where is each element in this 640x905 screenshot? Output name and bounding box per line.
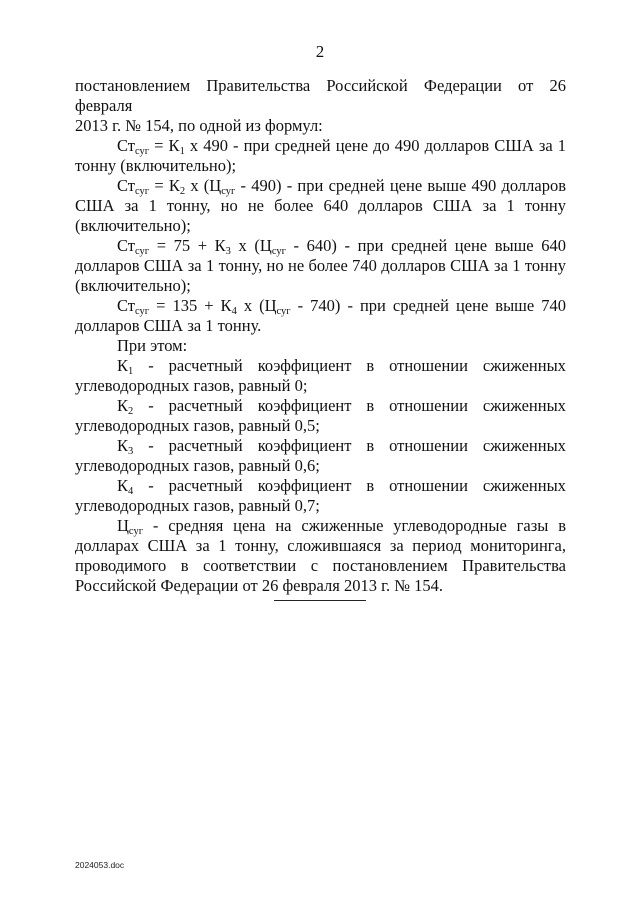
formula-condition: - 740) - при средней цене выше 740 долларов США за 1 тонну.	[75, 296, 566, 335]
formula-coefficient-subscript: 4	[231, 306, 237, 317]
coefficient-word: отношении	[389, 476, 468, 495]
coefficient-dash: -	[148, 476, 154, 495]
formula-coefficient-subscript: 3	[225, 246, 231, 257]
formula-1	[75, 136, 566, 176]
formula-price-subscript: суг	[271, 246, 286, 257]
formula-3	[75, 236, 566, 296]
coefficient-word: сжиженных	[482, 396, 566, 415]
formula-lhs-subscript: суг	[135, 306, 150, 317]
coefficient-word: в	[366, 476, 375, 495]
coefficient-word: коэффициент	[257, 356, 352, 375]
coefficient-1	[75, 356, 566, 396]
coefficient-continuation: углеводородных газов, равный 0,7;	[75, 496, 320, 515]
formula-price: х (Ц	[230, 236, 272, 255]
intro-line-2: 2013 г. № 154, по одной из формул:	[75, 116, 323, 135]
formula-price-subscript: суг	[221, 186, 236, 197]
formula-coefficient-subscript: 1	[179, 146, 185, 157]
price-definition	[75, 516, 566, 596]
formula-4	[75, 296, 566, 336]
formula-lhs-subscript: суг	[135, 186, 150, 197]
coefficient-continuation: углеводородных газов, равный 0,6;	[75, 456, 320, 475]
coefficient-word: сжиженных	[482, 356, 566, 375]
formula-coefficient: = К	[149, 136, 180, 155]
coefficient-word: в	[366, 356, 375, 375]
coefficient-word: коэффициент	[257, 396, 352, 415]
coefficient-dash: -	[148, 396, 154, 415]
page-number: 2	[315, 42, 325, 61]
formula-price-subscript: суг	[276, 306, 291, 317]
coefficient-word: расчетный	[168, 356, 243, 375]
coefficient-continuation: углеводородных газов, равный 0;	[75, 376, 308, 395]
coefficient-word: коэффициент	[257, 436, 352, 455]
coefficient-word: расчетный	[168, 396, 243, 415]
coefficient-symbol: $К_2$	[117, 396, 134, 417]
formula-lhs: Ст	[117, 236, 135, 255]
coefficient-word: в	[366, 396, 375, 415]
coefficient-symbol: $К_1$	[117, 356, 134, 377]
formula-lhs-subscript: суг	[135, 146, 150, 157]
coefficient-word: сжиженных	[482, 436, 566, 455]
document-code: 2024053.doc	[75, 860, 125, 870]
coefficient-word: расчетный	[168, 476, 243, 495]
formula-condition: х 490 - при средней цене до 490 долларов США за 1 тонну (включительно);	[75, 136, 567, 175]
formula-lhs: Ст	[117, 296, 135, 315]
formula-lhs: Ст	[117, 176, 135, 195]
formula-coefficient-subscript: 2	[179, 186, 186, 197]
coefficient-word: в	[366, 436, 375, 455]
end-rule	[274, 600, 366, 601]
formula-coefficient: = 135 + К	[149, 296, 232, 315]
formula-2	[75, 176, 566, 236]
formula-coefficient: = 75 + К	[149, 236, 226, 255]
coefficient-word: коэффициент	[257, 476, 352, 495]
formula-coefficient: = К	[149, 176, 180, 195]
intro-paragraph	[75, 76, 566, 136]
formula-price: х (Ц	[236, 296, 277, 315]
coefficient-word: отношении	[389, 436, 468, 455]
where-label: При этом:	[117, 336, 188, 355]
coefficient-word: сжиженных	[482, 476, 566, 495]
coefficient-word: расчетный	[168, 436, 243, 455]
coefficient-word: отношении	[389, 396, 468, 415]
coefficient-continuation: углеводородных газов, равный 0,5;	[75, 416, 320, 435]
coefficient-dash: -	[148, 356, 154, 375]
intro-line-1: постановлением Правительства Российской Федерации от 26 февраля	[75, 76, 566, 115]
coefficient-symbol: $К_4$	[117, 476, 134, 497]
price-symbol: Ц	[117, 516, 129, 535]
coefficient-word: отношении	[389, 356, 468, 375]
price-definition-text: - средняя цена на сжиженные углеводородные газы в долларах США за 1 тонну, сложившаяся за период мониторинга, проводимого в соответствии с постановлением Правительства Российской Федерации от 26 февраля 2013 г. № 154.	[75, 516, 566, 595]
document-body	[75, 76, 566, 596]
coefficient-4	[75, 476, 566, 516]
formula-condition: - 490) - при средней цене выше 490 долларов США за 1 тонну, но не более 640 долларов США за 1 тонну (включительно);	[75, 176, 566, 235]
formula-price: х (Ц	[185, 176, 222, 195]
coefficient-dash: -	[148, 436, 154, 455]
coefficient-3	[75, 436, 566, 476]
price-symbol-subscript: суг	[128, 526, 144, 537]
formula-lhs-subscript: суг	[135, 246, 150, 257]
coefficient-symbol: $К_3$	[117, 436, 134, 457]
formula-lhs: Ст	[117, 136, 135, 155]
coefficient-2	[75, 396, 566, 436]
formula-condition: - 640) - при средней цене выше 640 долларов США за 1 тонну, но не более 740 долларов США за 1 тонну (включительно);	[75, 236, 566, 295]
